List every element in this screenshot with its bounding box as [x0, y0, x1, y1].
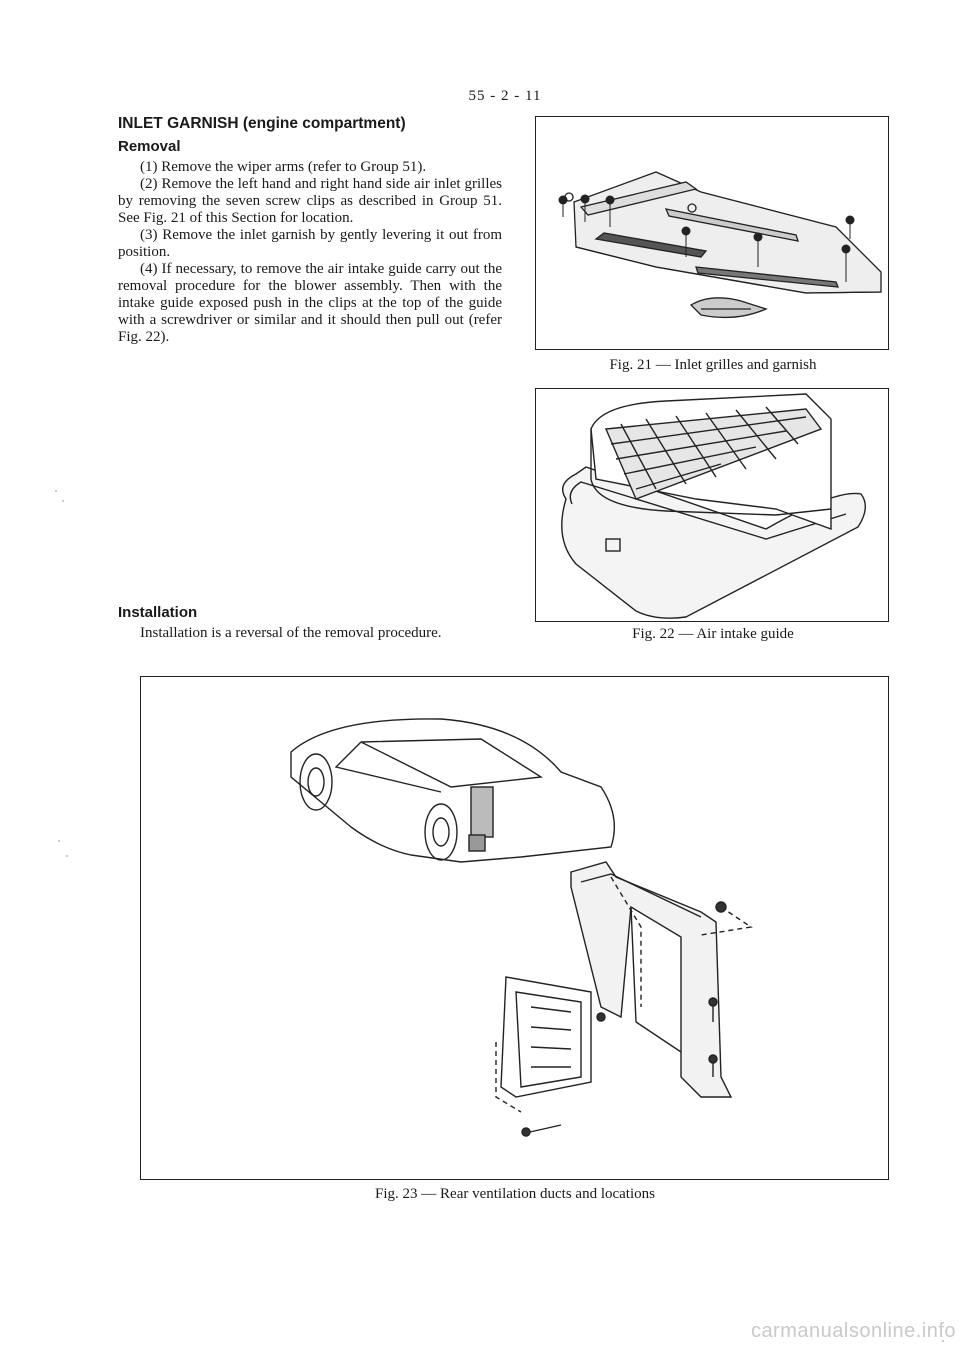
removal-heading: Removal [118, 138, 181, 155]
fig23-caption: Fig. 23 — Rear ventilation ducts and locations [375, 1186, 655, 1202]
figure-22 [535, 388, 889, 622]
removal-step: (1) Remove the wiper arms (refer to Group 51). [140, 159, 427, 175]
rear-ventilation-ducts-illustration [141, 677, 888, 1179]
removal-step: (4) If necessary, to remove the air intake guide carry out the removal procedure for the blower assembly. Then with the intake guide exposed push in the clips at the top of the guide with a screwdriver or similar and it should then pull out (refer Fig. 22). [118, 261, 502, 345]
scan-artifact [58, 840, 60, 842]
figure-21 [535, 116, 889, 350]
inlet-grilles-garnish-illustration [536, 117, 888, 349]
removal-step: (3) Remove the inlet garnish by gently levering it out from position. [118, 227, 502, 260]
page-number: 55 - 2 - 11 [468, 88, 542, 104]
fig21-caption: Fig. 21 — Inlet grilles and garnish [609, 357, 817, 373]
text-column [118, 115, 502, 346]
fig22-caption: Fig. 22 — Air intake guide [632, 626, 794, 642]
figure-23 [140, 676, 889, 1180]
footer-watermark: carmanualsonline.info [750, 1320, 956, 1342]
section-title: INLET GARNISH (engine compartment) [118, 115, 406, 132]
scan-artifact [66, 855, 68, 857]
scan-artifact [55, 490, 57, 492]
installation-text: Installation is a reversal of the removal procedure. [140, 625, 442, 641]
removal-step: (2) Remove the left hand and right hand side air inlet grilles by removing the seven screw clips as described in Group 51. See Fig. 21 of this Section for location. [118, 176, 502, 226]
installation-heading: Installation [118, 604, 198, 621]
air-intake-guide-illustration [536, 389, 888, 621]
scan-artifact [62, 500, 64, 502]
removal-steps [118, 159, 502, 346]
